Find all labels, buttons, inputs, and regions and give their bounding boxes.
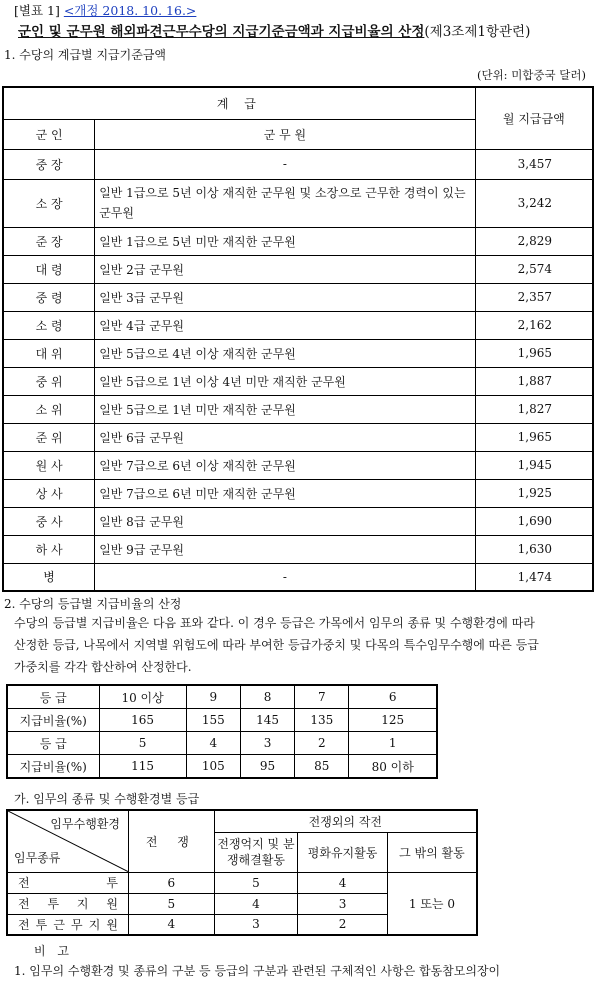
grade-cell: 8 bbox=[240, 685, 294, 709]
table-row bbox=[3, 451, 593, 479]
grade-label: 등 급 bbox=[7, 685, 99, 709]
civilian-rank: 일반 1급으로 5년 미만 재직한 군무원 bbox=[95, 227, 475, 255]
grade-cell: 1 bbox=[349, 732, 437, 755]
military-rank: 중 사 bbox=[3, 507, 95, 535]
annex-label: [별표 1] bbox=[14, 3, 60, 18]
rate-cell: 105 bbox=[186, 755, 240, 779]
table-row bbox=[7, 685, 437, 709]
monthly-amount: 3,457 bbox=[475, 149, 593, 179]
military-rank: 준 위 bbox=[3, 423, 95, 451]
revision-link[interactable]: <개정 2018. 10. 16.> bbox=[63, 3, 197, 18]
paragraph-line: 가중치를 각각 합산하여 산정한다. bbox=[14, 660, 192, 674]
civilian-rank: 일반 9급 군무원 bbox=[95, 535, 475, 563]
military-rank: 대 령 bbox=[3, 255, 95, 283]
monthly-amount: 1,690 bbox=[475, 507, 593, 535]
deterrence-grade: 5 bbox=[214, 872, 298, 893]
military-rank: 소 령 bbox=[3, 311, 95, 339]
title-main: 군인 및 군무원 해외파견근무수당의 지급기준금액과 지급비율의 산정 bbox=[18, 24, 425, 40]
section-2-paragraph bbox=[14, 612, 594, 678]
monthly-amount: 1,630 bbox=[475, 535, 593, 563]
monthly-amount: 1,474 bbox=[475, 563, 593, 591]
civilian-rank: 일반 2급 군무원 bbox=[95, 255, 475, 283]
military-rank: 준 장 bbox=[3, 227, 95, 255]
grade-cell: 4 bbox=[186, 732, 240, 755]
military-rank: 소 위 bbox=[3, 395, 95, 423]
monthly-amount: 1,965 bbox=[475, 423, 593, 451]
diagonal-header-cell bbox=[7, 810, 128, 872]
civilian-rank: - bbox=[95, 563, 475, 591]
rate-cell: 80 이하 bbox=[349, 755, 437, 779]
table-row bbox=[3, 395, 593, 423]
rate-cell: 165 bbox=[99, 709, 186, 732]
unit-note: (단위: 미합중국 달러) bbox=[476, 68, 586, 82]
deterrence-grade: 4 bbox=[214, 893, 298, 914]
table-row bbox=[3, 339, 593, 367]
diag-top-label: 임무수행환경 bbox=[50, 817, 120, 831]
rate-cell: 145 bbox=[240, 709, 294, 732]
table-row bbox=[3, 311, 593, 339]
civilian-rank: 일반 6급 군무원 bbox=[95, 423, 475, 451]
table-row bbox=[7, 755, 437, 779]
remarks-line: 1. 임무의 수행환경 및 종류의 구분 등 등급의 구분과 관련된 구체적인 사항은 합동참모의장이 bbox=[14, 964, 501, 978]
military-rank: 병 bbox=[3, 563, 95, 591]
deterrence-grade: 3 bbox=[214, 914, 298, 935]
peacekeeping-grade: 2 bbox=[298, 914, 388, 935]
col-war: 전 쟁 bbox=[128, 810, 214, 872]
civilian-rank: 일반 7급으로 6년 미만 재직한 군무원 bbox=[95, 479, 475, 507]
section-1-heading: 1. 수당의 계급별 지급기준금액 bbox=[4, 48, 166, 62]
header-military: 군 인 bbox=[3, 119, 95, 149]
table-row bbox=[3, 367, 593, 395]
civilian-rank: 일반 5급으로 4년 이상 재직한 군무원 bbox=[95, 339, 475, 367]
civilian-rank: 일반 8급 군무원 bbox=[95, 507, 475, 535]
col-deterrence: 전쟁억지 및 분쟁해결활동 bbox=[214, 832, 298, 872]
rate-cell: 85 bbox=[295, 755, 349, 779]
table-row bbox=[3, 563, 593, 591]
military-rank: 상 사 bbox=[3, 479, 95, 507]
diag-bottom-label: 임무종류 bbox=[14, 850, 61, 865]
civilian-rank: 일반 5급으로 1년 이상 4년 미만 재직한 군무원 bbox=[95, 367, 475, 395]
monthly-amount: 1,827 bbox=[475, 395, 593, 423]
peacekeeping-grade: 4 bbox=[298, 872, 388, 893]
war-grade: 4 bbox=[128, 914, 214, 935]
civilian-rank: 일반 5급으로 1년 미만 재직한 군무원 bbox=[95, 395, 475, 423]
grade-cell: 5 bbox=[99, 732, 186, 755]
military-rank: 소 장 bbox=[3, 179, 95, 227]
col-nonwar: 전쟁외의 작전 bbox=[214, 810, 477, 832]
table-row bbox=[3, 227, 593, 255]
civilian-rank: 일반 3급 군무원 bbox=[95, 283, 475, 311]
table-row bbox=[7, 872, 477, 893]
table-row bbox=[3, 283, 593, 311]
rate-label: 지급비율(%) bbox=[7, 755, 99, 779]
grade-rate-table bbox=[6, 684, 438, 779]
civilian-rank: 일반 4급 군무원 bbox=[95, 311, 475, 339]
monthly-amount: 1,887 bbox=[475, 367, 593, 395]
paragraph-line: 수당의 등급별 지급비율은 다음 표와 같다. 이 경우 등급은 가목에서 임무의 종류 및 수행환경에 따라 bbox=[14, 616, 535, 630]
section-2-heading: 2. 수당의 등급별 지급비율의 산정 bbox=[4, 597, 182, 611]
header-rank: 계 급 bbox=[3, 87, 475, 119]
table-row bbox=[3, 423, 593, 451]
peacekeeping-grade: 3 bbox=[298, 893, 388, 914]
table-row bbox=[7, 732, 437, 755]
rate-label: 지급비율(%) bbox=[7, 709, 99, 732]
title-ref: (제3조제1항관련) bbox=[424, 24, 531, 40]
page-title bbox=[18, 20, 530, 40]
table-row bbox=[3, 479, 593, 507]
other-grade: 1 또는 0 bbox=[387, 872, 477, 935]
monthly-amount: 2,162 bbox=[475, 311, 593, 339]
grade-cell: 10 이상 bbox=[99, 685, 186, 709]
grade-cell: 9 bbox=[186, 685, 240, 709]
rate-cell: 115 bbox=[99, 755, 186, 779]
rank-amount-table bbox=[2, 86, 594, 592]
rate-cell: 135 bbox=[295, 709, 349, 732]
civilian-rank: - bbox=[95, 149, 475, 179]
civilian-rank: 일반 7급으로 6년 이상 재직한 군무원 bbox=[95, 451, 475, 479]
monthly-amount: 2,357 bbox=[475, 283, 593, 311]
table-row bbox=[3, 535, 593, 563]
col-other: 그 밖의 활동 bbox=[387, 832, 477, 872]
header-amount: 월 지급금액 bbox=[475, 87, 593, 149]
military-rank: 원 사 bbox=[3, 451, 95, 479]
header-civilian: 군 무 원 bbox=[95, 119, 475, 149]
table-row bbox=[3, 149, 593, 179]
mission-grade-table bbox=[6, 809, 478, 936]
table-row bbox=[3, 507, 593, 535]
grade-cell: 6 bbox=[349, 685, 437, 709]
monthly-amount: 2,574 bbox=[475, 255, 593, 283]
mission-type: 전 투 bbox=[7, 872, 128, 893]
table-row bbox=[3, 179, 593, 227]
civilian-rank: 일반 1급으로 5년 이상 재직한 군무원 및 소장으로 근무한 경력이 있는 군무원 bbox=[95, 179, 475, 227]
grade-cell: 7 bbox=[295, 685, 349, 709]
monthly-amount: 1,925 bbox=[475, 479, 593, 507]
monthly-amount: 3,242 bbox=[475, 179, 593, 227]
monthly-amount: 1,965 bbox=[475, 339, 593, 367]
military-rank: 하 사 bbox=[3, 535, 95, 563]
annex-header bbox=[14, 1, 196, 19]
grade-label: 등 급 bbox=[7, 732, 99, 755]
subsection-a-heading: 가. 임무의 종류 및 수행환경별 등급 bbox=[14, 792, 200, 806]
table-row bbox=[7, 709, 437, 732]
war-grade: 6 bbox=[128, 872, 214, 893]
military-rank: 대 위 bbox=[3, 339, 95, 367]
monthly-amount: 1,945 bbox=[475, 451, 593, 479]
grade-cell: 2 bbox=[295, 732, 349, 755]
paragraph-line: 산정한 등급, 나목에서 지역별 위험도에 따라 부여한 등급가중치 및 다목의 특수임무수행에 따른 등급 bbox=[14, 638, 539, 652]
rate-cell: 125 bbox=[349, 709, 437, 732]
table-row bbox=[3, 255, 593, 283]
mission-type: 전 투 지 원 bbox=[7, 893, 128, 914]
war-grade: 5 bbox=[128, 893, 214, 914]
rate-cell: 95 bbox=[240, 755, 294, 779]
remarks-heading: 비 고 bbox=[34, 944, 73, 958]
rate-cell: 155 bbox=[186, 709, 240, 732]
monthly-amount: 2,829 bbox=[475, 227, 593, 255]
grade-cell: 3 bbox=[240, 732, 294, 755]
military-rank: 중 령 bbox=[3, 283, 95, 311]
military-rank: 중 장 bbox=[3, 149, 95, 179]
military-rank: 중 위 bbox=[3, 367, 95, 395]
mission-type: 전 투 근 무 지 원 bbox=[7, 914, 128, 935]
col-peacekeeping: 평화유지활동 bbox=[298, 832, 388, 872]
